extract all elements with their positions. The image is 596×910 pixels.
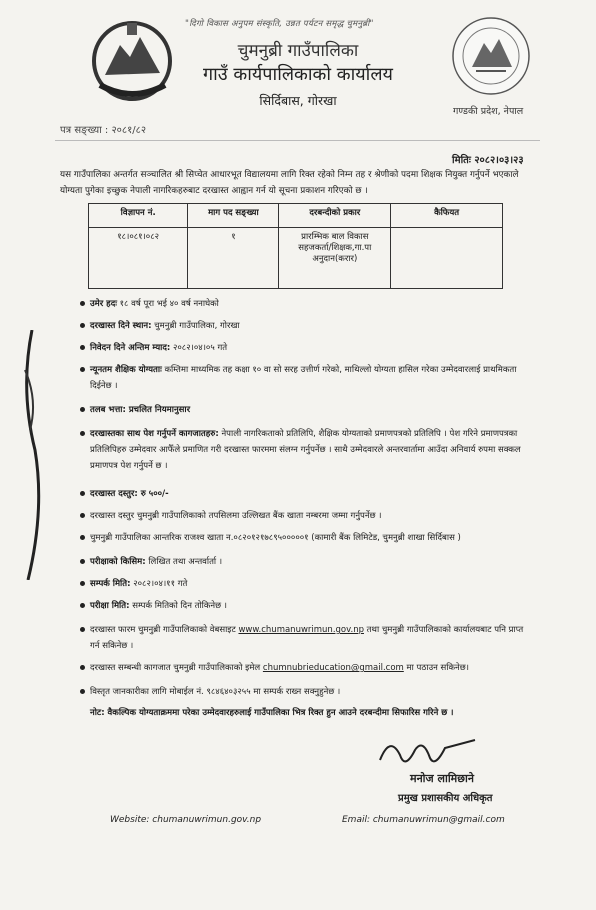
office-location: सिर्दिबास, गोरखा — [259, 93, 337, 108]
list-item — [90, 576, 530, 592]
reference-number: पत्र सङ्ख्या : २०८१/८२ — [60, 125, 147, 136]
list-item — [90, 296, 530, 312]
table-header: कैफियत — [391, 204, 503, 228]
list-item — [90, 622, 530, 654]
municipality-seal-icon — [450, 15, 532, 97]
item-text: दरखास्त सम्बन्धी कागजात चुमनुब्री गाउँपालिकाको इमेल — [90, 663, 263, 673]
list-item — [90, 402, 530, 418]
item-text: चुमनुब्री गाउँपालिका आन्तरिक राजश्व खाता न.०८२०१२१७८९५०००००१ (कामारी बैंक लिमिटेड, चुमनुब्री शाखा सिर्दिबास ) — [90, 533, 461, 543]
item-text: तथा चुमनुब्री गाउँपालिकाको कार्यालयबाट पनि प्राप्त गर्न सकिनेछ । — [90, 625, 524, 651]
table-header: विज्ञापन नं. — [89, 204, 188, 228]
header-divider — [55, 140, 540, 141]
email-link[interactable]: chumnubrieducation@gmail.com — [262, 663, 404, 673]
item-text: २०८२।०४।०५ गते — [172, 343, 228, 353]
list-item — [90, 362, 530, 394]
item-label: दरखास्तका साथ पेश गर्नुपर्ने कागजातहरु: — [90, 429, 219, 439]
list-item — [90, 598, 530, 614]
table-row — [89, 228, 503, 289]
table-header-row — [89, 204, 503, 228]
list-item — [90, 426, 530, 474]
item-label: दरखास्त दिने स्थान: — [90, 321, 152, 331]
province-label: गण्डकी प्रदेश, नेपाल — [453, 106, 524, 117]
list-item — [90, 530, 530, 546]
list-item — [90, 318, 530, 334]
item-text: लिखित तथा अन्तर्वार्ता । — [148, 557, 223, 567]
footer-email: Email: chumanuwrimun@gmail.com — [342, 815, 505, 825]
vacancy-table — [88, 203, 503, 289]
signatory-designation: प्रमुख प्रशासकीय अधिकृत — [398, 793, 493, 804]
list-item — [90, 660, 530, 676]
table-cell: प्रारम्भिक बाल विकास सहजकर्ता/शिक्षक,गा.पा अनुदान(करार) — [279, 228, 391, 289]
item-text: चुमनुब्री गाउँपालिका, गोरखा — [154, 321, 240, 331]
table-cell: १ — [188, 228, 279, 289]
office-name: गाउँ कार्यपालिकाको कार्यालय — [203, 64, 393, 85]
item-text: दरखास्त फारम चुमनुब्री गाउँपालिकाको वेबसाइट — [90, 625, 239, 635]
municipality-name: चुमनुब्री गाउँपालिका — [237, 41, 359, 61]
footer-website: Website: chumanuwrimun.gov.np — [110, 815, 262, 825]
item-label: उमेर हदः — [90, 299, 117, 309]
list-item — [90, 684, 530, 700]
item-text: नेपाली नागरिकताको प्रतिलिपि, शैक्षिक योग्यताको प्रमाणपत्रको प्रतिलिपि । पेश गरिने प्रमाणपत्रका प्रतिलिपिहरु उम्मेदवार आफैँले प्रमाणित गरी दरखास्त फारममा संलग्न गर्नुपर्नेछ । साथै उम्मेदवारले अन्तरवार्तामा आउँदा अनिवार्य रुपमा सक्कल प्रमाणपत्र पेश गर्नुपर्ने छ । — [90, 429, 521, 471]
signatory-name: मनोज लामिछाने — [410, 772, 474, 785]
table-cell: १८।०८१।०८२ — [89, 228, 188, 289]
notice-intro: यस गाउँपालिका अन्तर्गत सञ्चालित श्री सिप्चेत आधारभूत विद्यालयमा लागि रिक्त रहेको निम्न तह र श्रेणीको पदमा शिक्षक नियुक्त गर्नुपर्ने भएकाले योग्यता पुगेका इच्छुक नेपाली नागरिकहरुबाट दरखास्त आह्वान गर्न यो सूचना प्रकाशन गरिएको छ । — [60, 170, 519, 196]
item-text: कम्तिमा माध्यमिक तह कक्षा १० वा सो सरह उत्तीर्ण गरेको, माथिल्लो योग्यता हासिल गरेका उम्मेदवारलाई प्राथमिकता दिईनेछ । — [90, 365, 517, 391]
website-link[interactable]: www.chumanuwrimun.gov.np — [238, 625, 364, 635]
item-text: १८ वर्ष पूरा भई ४० वर्ष ननाघेको — [119, 299, 219, 309]
item-text: दरखास्त दस्तुर चुमनुब्री गाउँपालिकाको तपसिलमा उल्लिखत बैंक खाता नम्बरमा जम्मा गर्नुपर्नेछ । — [90, 511, 382, 521]
list-item — [90, 508, 530, 524]
item-label: सम्पर्क मिति: — [90, 579, 131, 589]
table-header: माग पद सङ्ख्या — [188, 204, 279, 228]
issue-date: मितिः २०८२।०३।२३ — [452, 155, 524, 166]
item-label: परीक्षा मिति: — [90, 601, 130, 611]
item-label: न्यूनतम शैक्षिक योग्यताः — [90, 365, 162, 375]
item-label: निवेदन दिने अन्तिम म्याद: — [90, 343, 171, 353]
list-item — [90, 486, 530, 502]
item-text: २०८२।०४।११ गते — [133, 579, 188, 589]
table-cell — [391, 228, 503, 289]
item-text: विस्तृत जानकारीका लागि मोबाईल नं. ९८४६४०३२५५ मा सम्पर्क राख्न सक्नुहुनेछ । — [90, 687, 341, 697]
notice-note: नोट: वैकल्पिक योग्यताक्रममा परेका उम्मेदवारहरुलाई गाउँपालिका भित्र रिक्त हुन आउने दरबन्दीमा सिफारिस गरिने छ । — [90, 708, 454, 718]
item-text: मा पठाउन सकिनेछ। — [403, 663, 469, 673]
binding-string-icon — [10, 330, 50, 580]
item-label: दरखास्त दस्तुर: रु ५००/- — [90, 489, 169, 499]
list-item — [90, 340, 530, 356]
signature-icon — [375, 730, 485, 775]
list-item — [90, 554, 530, 570]
item-label: तलब भत्ता: प्रचलित नियमानुसार — [90, 405, 191, 415]
item-label: परीक्षाको किसिम: — [90, 557, 146, 567]
motto: "दिगो विकास अनुपम संस्कृति, उन्नत पर्यटन समृद्ध चुमनुब्री" — [185, 19, 374, 29]
item-text: सम्पर्क मितिको दिन तोकिनेछ । — [132, 601, 227, 611]
table-header: दरबन्दीको प्रकार — [279, 204, 391, 228]
